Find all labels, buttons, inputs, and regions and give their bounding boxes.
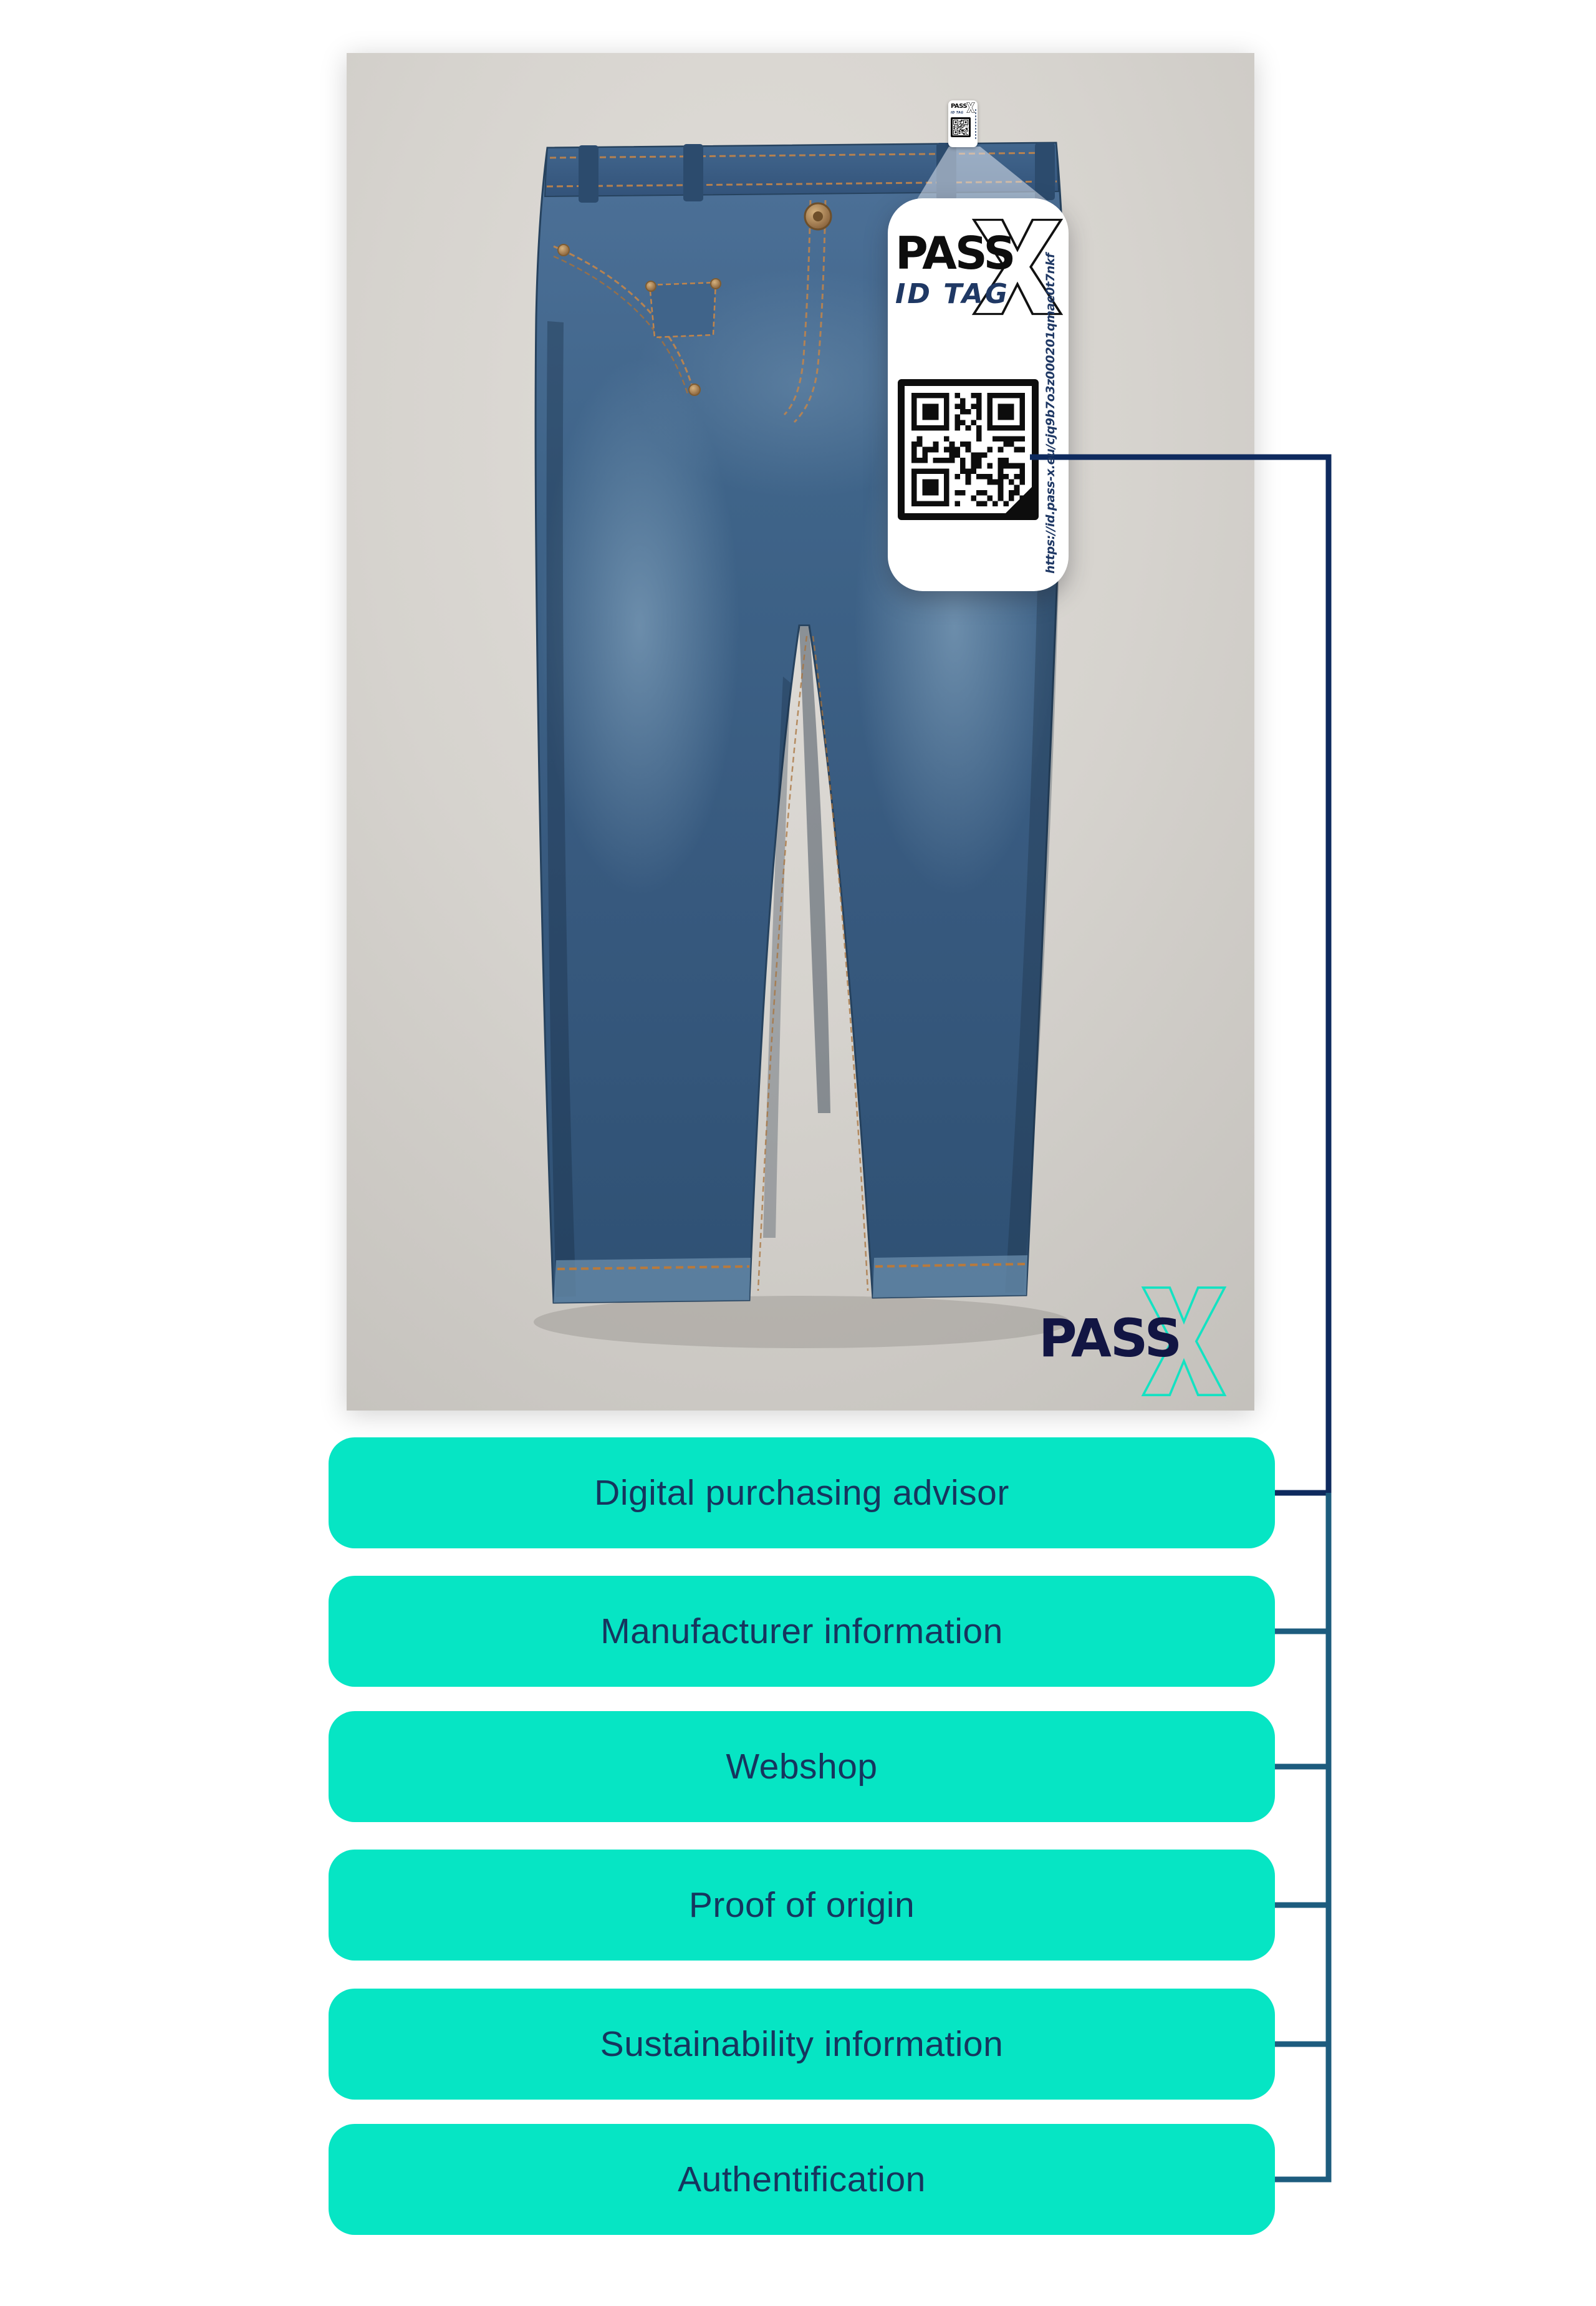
button-authentification[interactable] bbox=[329, 2124, 1275, 2235]
tag-logo bbox=[888, 198, 1069, 323]
button-manufacturer-information[interactable] bbox=[329, 1576, 1275, 1687]
tag-brand: PASS bbox=[895, 227, 1014, 279]
mini-tag-brand: PASS bbox=[951, 103, 968, 110]
button-label: Proof of origin bbox=[688, 1885, 915, 1925]
button-digital-purchasing-advisor[interactable] bbox=[329, 1437, 1275, 1548]
mini-qr-code bbox=[951, 117, 971, 137]
mini-tag-url-strip bbox=[975, 109, 976, 140]
product-photo-jeans bbox=[347, 53, 1254, 1411]
passx-logo-text: PASS bbox=[1039, 1308, 1181, 1369]
button-webshop[interactable] bbox=[329, 1711, 1275, 1822]
qr-corner-fold bbox=[1006, 487, 1032, 513]
button-label: Webshop bbox=[726, 1747, 878, 1787]
watch-pocket bbox=[650, 282, 716, 337]
jeans-illustration bbox=[347, 53, 1254, 1411]
button-label: Authentification bbox=[678, 2159, 926, 2199]
tag-subtitle: ID TAG bbox=[895, 278, 1009, 310]
mini-tag-x-icon bbox=[966, 102, 975, 113]
id-tag-card bbox=[888, 198, 1069, 591]
mini-tag-subtitle: ID TAG bbox=[951, 111, 964, 115]
button-sustainability-information[interactable] bbox=[329, 1989, 1275, 2100]
tag-url: https://id.pass-x.eu/cjq9b7o3z000201qmae0t7nkf bbox=[1044, 253, 1057, 574]
mini-id-tag bbox=[948, 100, 978, 147]
button-label: Digital purchasing advisor bbox=[594, 1473, 1009, 1513]
passx-logo bbox=[1022, 1282, 1247, 1401]
button-proof-of-origin[interactable] bbox=[329, 1850, 1275, 1961]
button-label: Manufacturer information bbox=[600, 1611, 1003, 1651]
qr-code bbox=[898, 379, 1039, 520]
button-label: Sustainability information bbox=[600, 2024, 1004, 2064]
